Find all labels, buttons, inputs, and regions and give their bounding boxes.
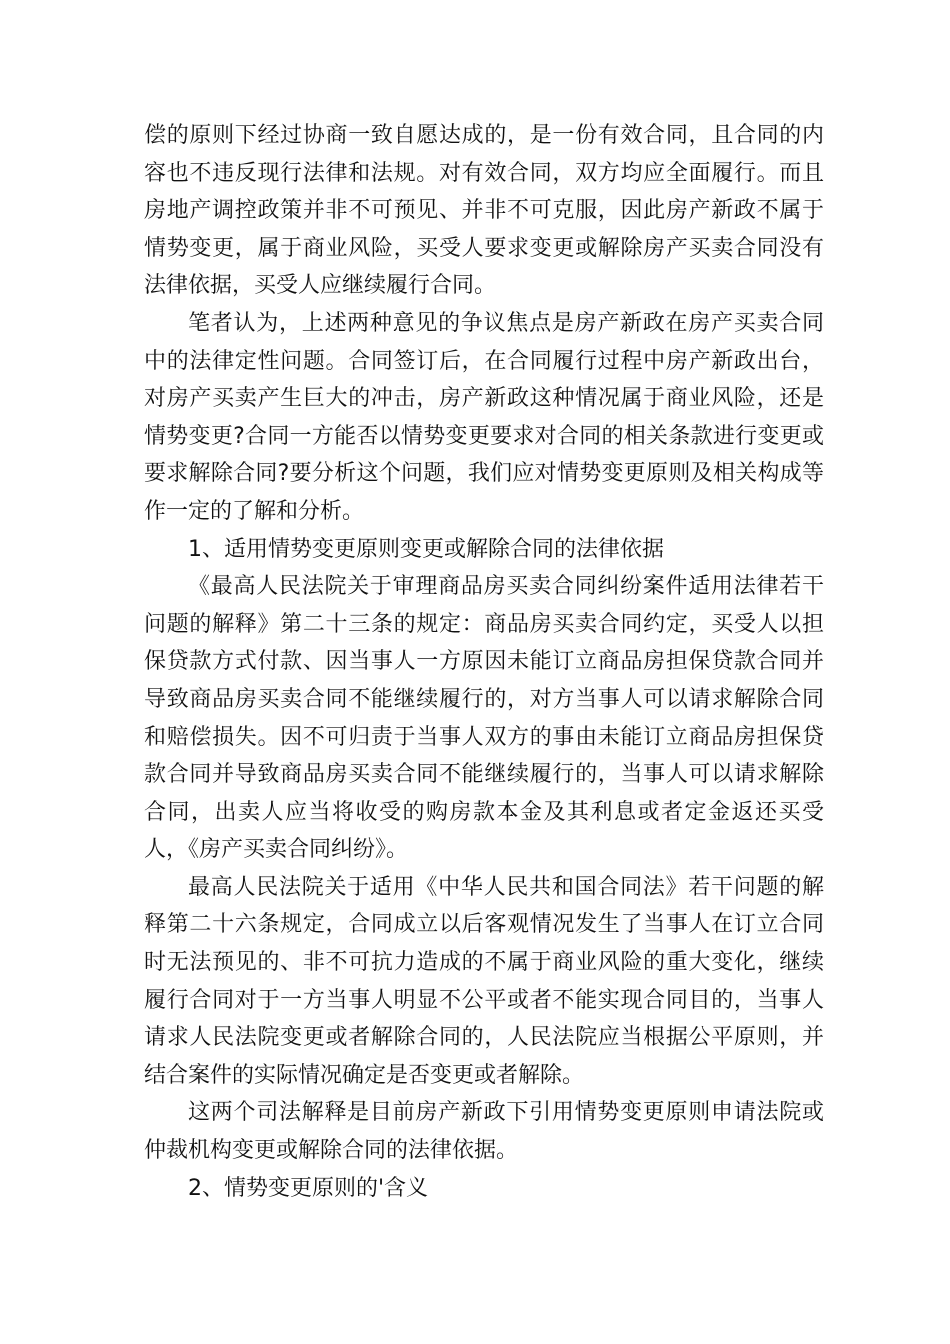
paragraph-interpretation-article-26: 最高人民法院关于适用《中华人民共和国合同法》若干问题的解释第二十六条规定，合同成立以后客观情况发生了当事人在订立合同时无法预见的、非不可抗力造成的不属于商业风险的重大变化，继续履行合同对于一方当事人明显不公平或者不能实现合同目的，当事人请求人民法院变更或者解除合同的，人民法院应当根据公平原则，并结合案件的实际情况确定是否变更或者解除。: [144, 874, 824, 1088]
paragraph-interpretation-article-23: 《最高人民法院关于审理商品房买卖合同纠纷案件适用法律若干问题的解释》第二十三条的规定：商品房买卖合同约定，买受人以担保贷款方式付款、因当事人一方原因未能订立商品房担保贷款合同并导致商品房买卖合同不能继续履行的，对方当事人可以请求解除合同和赔偿损失。因不可归责于当事人双方的事由未能订立商品房担保贷款合同并导致商品房买卖合同不能继续履行的，当事人可以请求解除合同，出卖人应当将收受的购房款本金及其利息或者定金返还买受人，《房产买卖合同纠纷》。: [144, 574, 824, 863]
section-heading-legal-basis: 1、适用情势变更原则变更或解除合同的法律依据: [188, 536, 664, 562]
section-heading-meaning: 2、情势变更原则的'含义: [188, 1175, 429, 1201]
document-body: [144, 117, 824, 1207]
paragraph-author-opinion: 笔者认为，上述两种意见的争议焦点是房产新政在房产买卖合同中的法律定性问题。合同签订后，在合同履行过程中房产新政出台，对房产买卖产生巨大的冲击，房产新政这种情况属于商业风险，还是情势变更?合同一方能否以情势变更要求对合同的相关条款进行变更或要求解除合同?要分析这个问题，我们应对情势变更原则及相关构成等作一定的了解和分析。: [144, 310, 824, 524]
paragraph-legal-basis-summary: 这两个司法解释是目前房产新政下引用情势变更原则申请法院或仲裁机构变更或解除合同的法律依据。: [144, 1100, 824, 1164]
paragraph-continuation: 偿的原则下经过协商一致自愿达成的，是一份有效合同，且合同的内容也不违反现行法律和法规。对有效合同，双方均应全面履行。而且房地产调控政策并非不可预见、并非不可克服，因此房产新政不属于情势变更，属于商业风险，买受人要求变更或解除房产买卖合同没有法律依据，买受人应继续履行合同。: [144, 123, 824, 299]
